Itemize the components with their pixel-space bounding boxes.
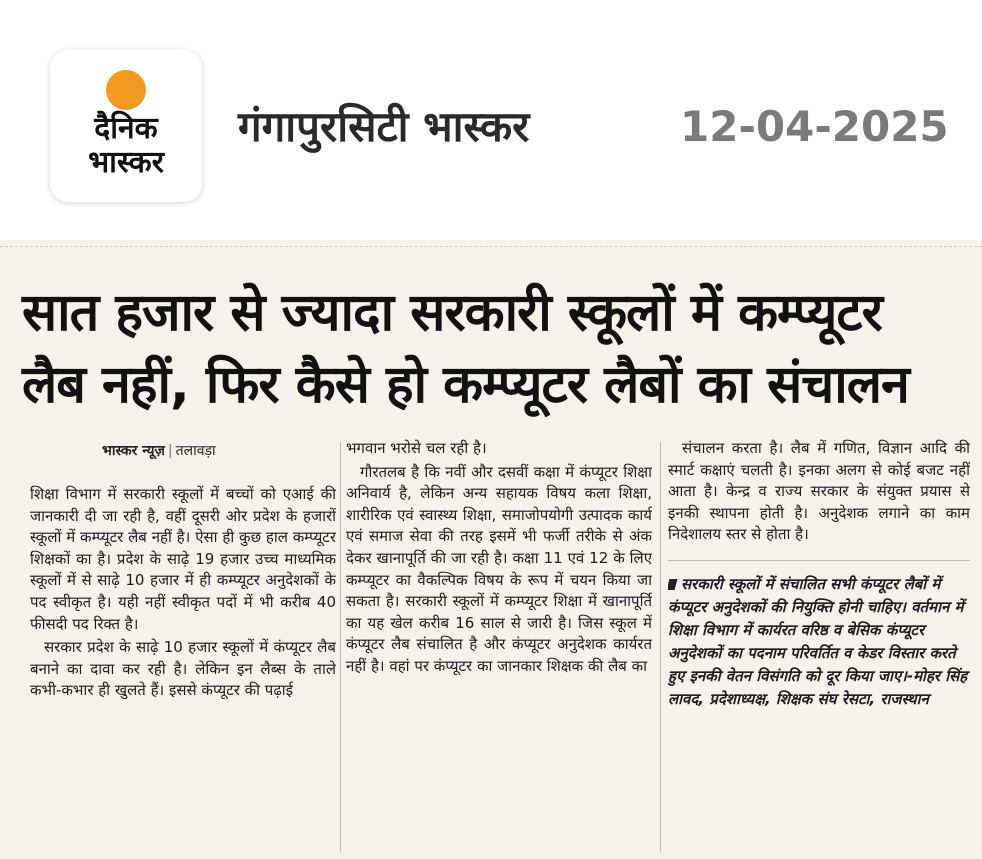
column-divider (340, 442, 341, 852)
logo-text-line1: दैनिक (94, 111, 158, 146)
sun-icon (106, 70, 146, 110)
pull-quote-text: सरकारी स्कूलों में संचालित सभी कंप्यूटर लैबों में कंप्यूटर अनुदेशकों की नियुक्ति होनी चाहिए। वर्तमान में शिक्षा विभाग में कार्यरत वरिष्ठ व बेसिक कंप्यूटर अनुदेशकों का पदनाम परिवर्तित व केडर विस्तार करते हुए इनकी वेतन विसंगति को दूर किया जाए।-मोहर सिंह लावद, प्रदेशाध्यक्ष, शिक्षक संघ रेसटा, राजस्थान (668, 574, 968, 708)
paragraph: भगवान भरोसे चल रही है। (346, 439, 487, 457)
article-column-3 (668, 438, 970, 859)
paragraph: शिक्षा विभाग में सरकारी स्कूलों में बच्चों को एआई की जानकारी दी जा रही है, वहीं दूसरी ओर प्रदेश के हजारों स्कूलों में कम्प्यूटर लैब नहीं है। ऐसा ही कुछ हाल कम्प्यूटर शिक्षकों का है। प्रदेश के साढ़े 19 हजार उच्च माध्यमिक स्कूलों में से साढ़े 10 हजार में ही कम्प्यूटर अनुदेशकों के पद स्वीकृत है। यही नहीं स्वीकृत पदों में भी करीब 40 फीसदी पद रिक्त है। (30, 485, 336, 633)
newspaper-clipping (0, 240, 982, 859)
headline-line2: लैब नहीं, फिर कैसे हो कम्प्यूटर लैबों का संचालन (22, 355, 909, 415)
column-divider (660, 442, 661, 852)
quote-separator (668, 560, 970, 561)
paragraph: गौरतलब है कि नवीं और दसवीं कक्षा में कंप्यूटर शिक्षा अनिवार्य है, लेकिन अन्य सहायक विषय कला शिक्षा, शारीरिक एवं स्वास्थ्य शिक्षा, समाजोपयोगी उत्पादक कार्य एवं समाज सेवा की तरह इसमें भी फर्जी तरीके से अंक देकर खानापूर्ति की जा रही है। कक्षा 11 एवं 12 के लिए कम्प्यूटर का वैकल्पिक विषय के रूप में चयन किया जा सकता है। सरकारी स्कूलों में कम्प्यूटर शिक्षा में खानापूर्ति का यह खेल करीब 16 साल से जारी है। जिस स्कूल में कंप्यूटर लैब संचालित है और कंप्यूटर अनुदेशक कार्यरत नहीं है। वहां पर कंप्यूटर का जानकार शिक्षक की लैब का (346, 462, 652, 675)
dainik-bhaskar-logo[interactable] (50, 50, 202, 202)
paragraph: संचालन करता है। लैब में गणित, विज्ञान आदि की स्मार्ट कक्षाएं चलती है। इनका अलग से कोई बजट नहीं आता है। केन्द्र व राज्य सरकार के संयुक्त प्रयास से इनकी स्थापना होती है। अनुदेशक लगाने का काम निदेशालय स्तर से होता है। (668, 439, 970, 544)
article-column-1 (30, 438, 336, 859)
article-columns (0, 438, 982, 859)
pull-quote (668, 573, 970, 711)
edition-date: 12-04-2025 (680, 102, 949, 151)
article-column-2 (346, 438, 652, 859)
byline (30, 438, 336, 464)
quote-marker-icon (668, 579, 677, 590)
page-header (0, 0, 982, 240)
logo-text-line2: भास्कर (88, 145, 164, 180)
edition-title: गंगापुरसिटी भास्कर (238, 102, 530, 151)
byline-place: तलावड़ा (175, 443, 216, 459)
paragraph: सरकार प्रदेश के साढ़े 10 हजार स्कूलों में कंप्यूटर लैब बनाने का दावा कर रही है। लेकिन इन लैब्स के ताले कभी-कभार ही खुलते हैं। इससे कंप्यूटर की पढ़ाई (30, 638, 336, 700)
headline-line1: सात हजार से ज्यादा सरकारी स्कूलों में कम्प्यूटर (22, 283, 882, 343)
byline-separator: | (167, 443, 173, 459)
byline-agency: भास्कर न्यूज़ (102, 443, 165, 459)
